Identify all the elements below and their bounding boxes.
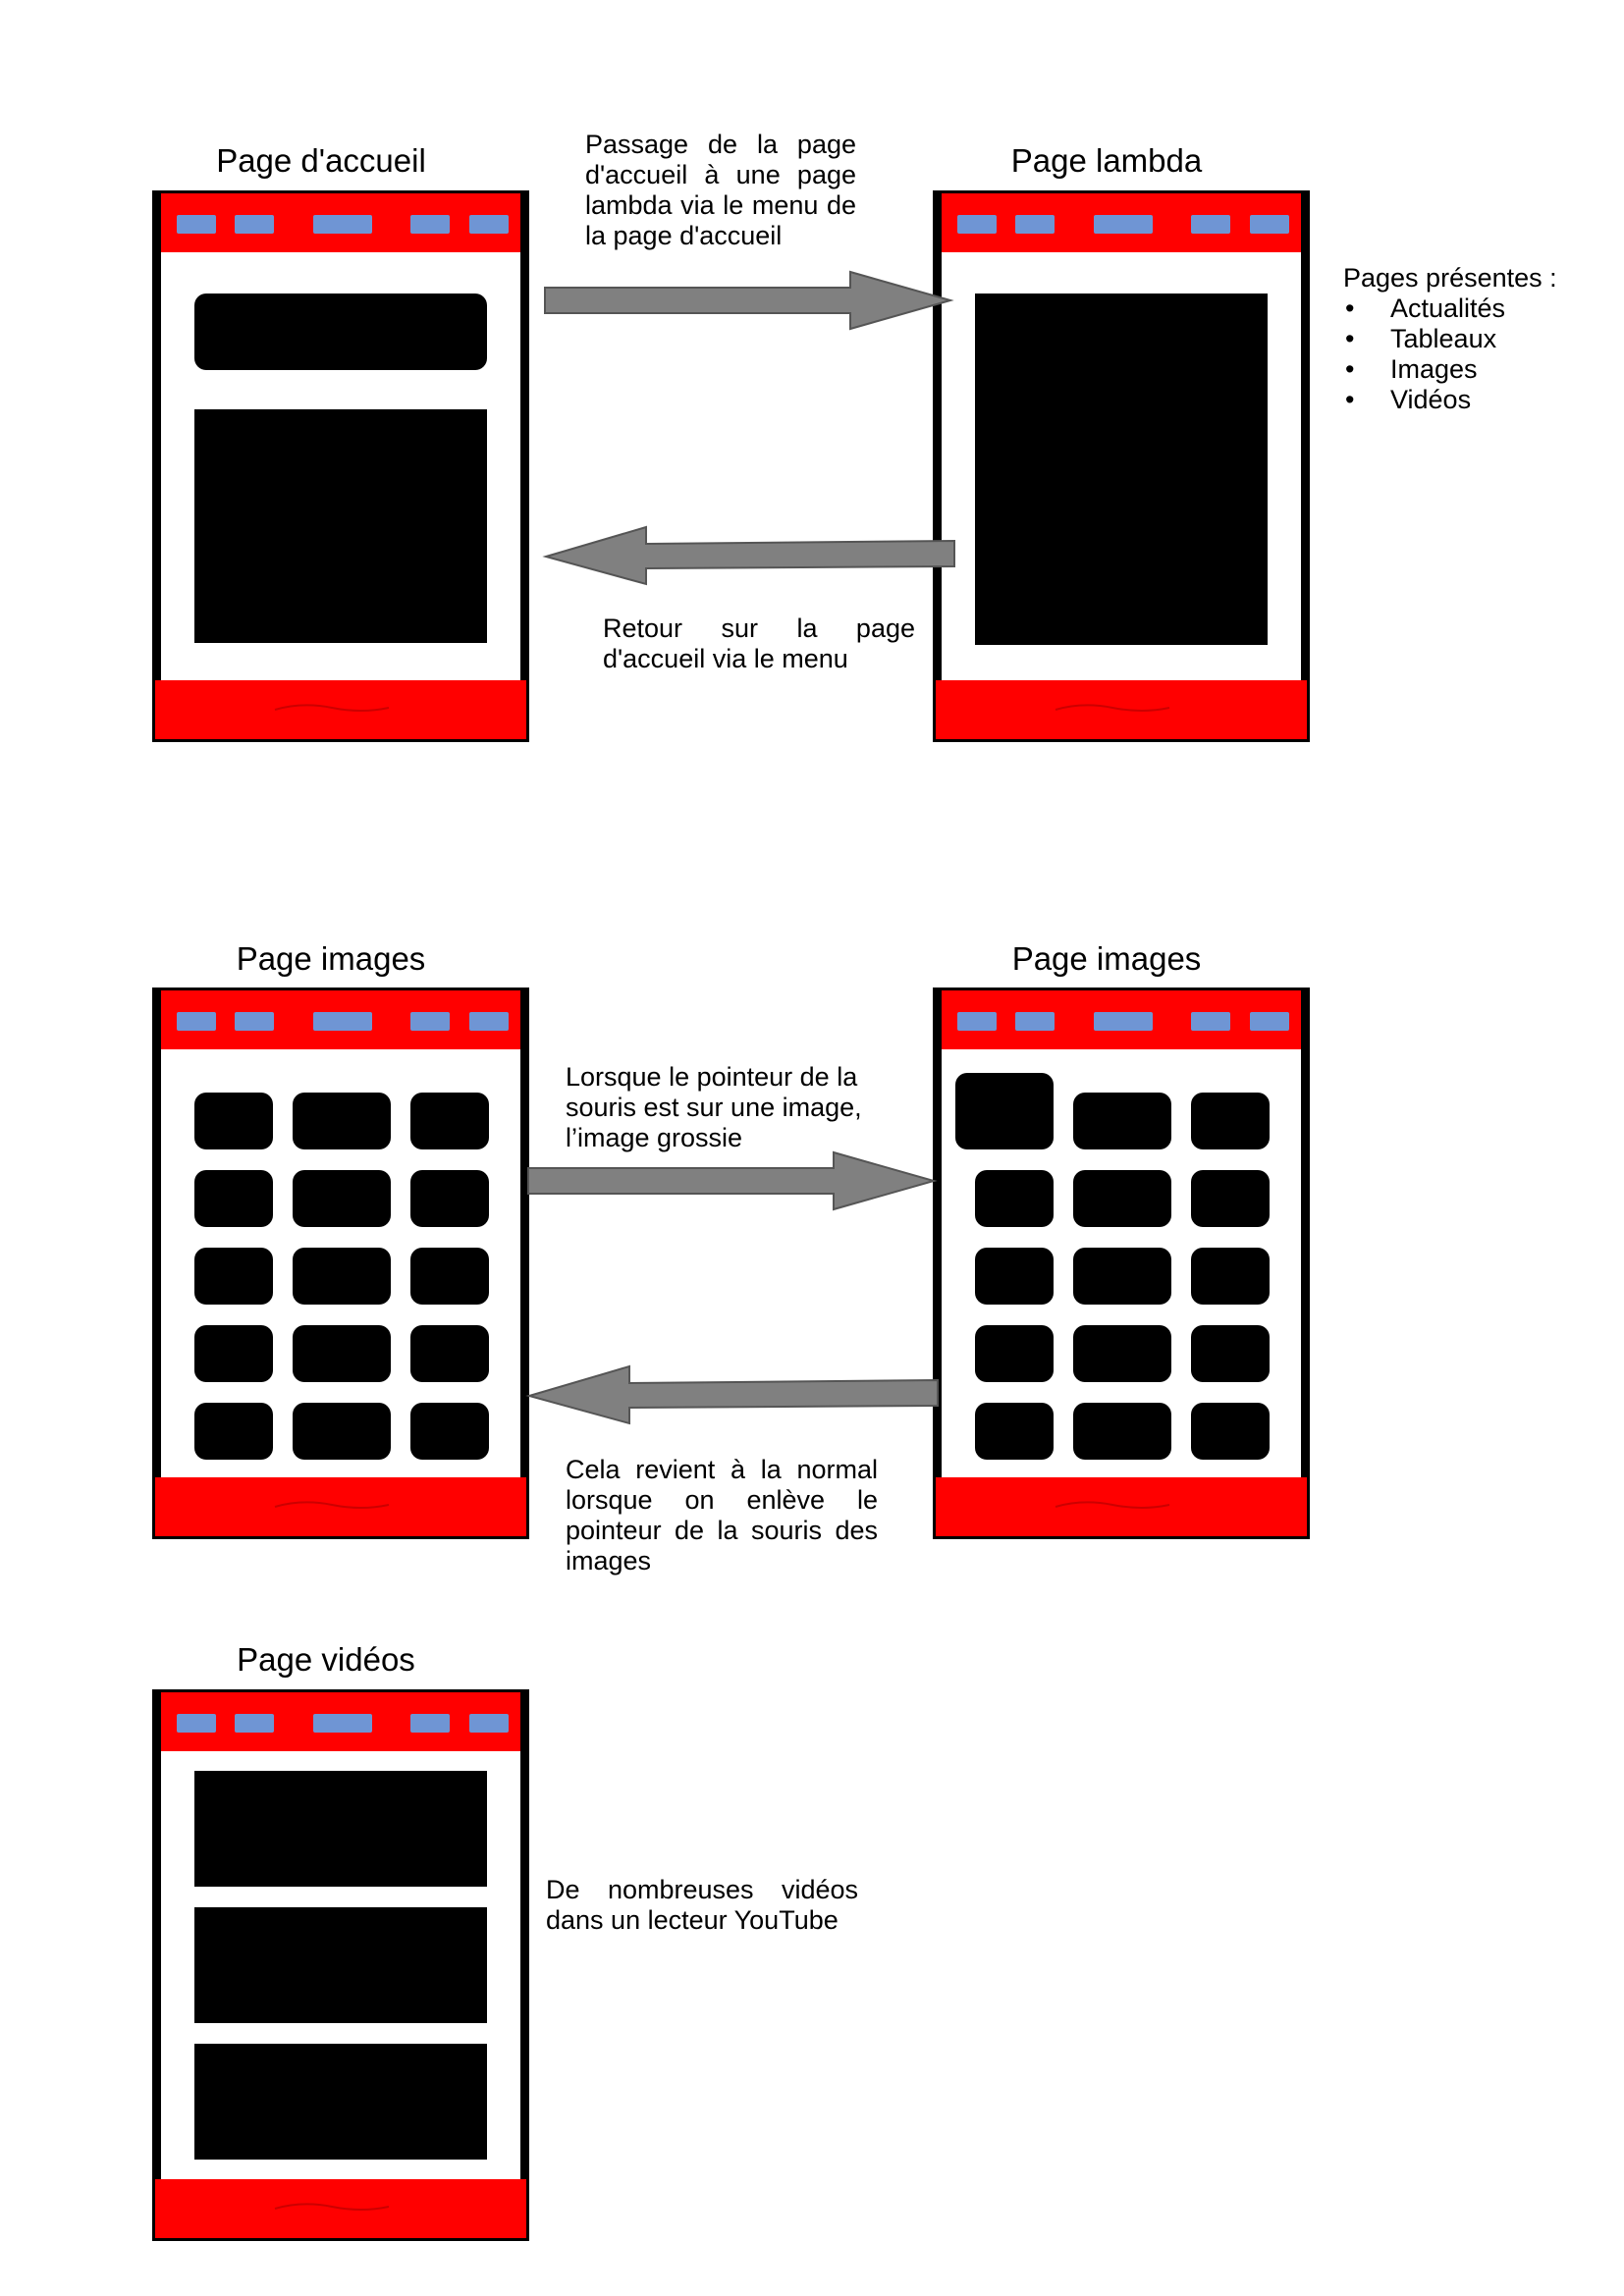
menu-button [469, 1012, 509, 1031]
menu-button [410, 215, 450, 234]
menu-button [410, 1714, 450, 1733]
phone-footer [155, 680, 526, 739]
arrow-left-icon [542, 525, 958, 588]
pages-list-heading: Pages présentes : [1343, 263, 1557, 293]
note-unhover: Cela revient à la normal lorsque on enlève le pointeur de la souris des images [566, 1455, 878, 1575]
images-page-mockup [152, 988, 529, 1539]
phone-header [155, 193, 526, 252]
menu-button [177, 1012, 216, 1031]
menu-button [1250, 215, 1289, 234]
image-thumbnail [1073, 1170, 1171, 1227]
image-thumbnail [975, 1248, 1054, 1305]
image-thumbnail [1191, 1170, 1270, 1227]
menu-button [313, 1012, 372, 1031]
menu-button [1191, 1012, 1230, 1031]
title-home: Page d'accueil [216, 142, 426, 179]
image-thumbnail [1191, 1325, 1270, 1382]
image-thumbnail [410, 1403, 489, 1460]
menu-button [235, 1012, 274, 1031]
title-images-right: Page images [1011, 940, 1202, 977]
phone-header [936, 193, 1307, 252]
image-thumbnail [194, 1325, 273, 1382]
title-images-left: Page images [236, 940, 426, 977]
image-thumbnail [975, 1403, 1054, 1460]
image-thumbnail [410, 1093, 489, 1149]
menu-button [1094, 215, 1153, 234]
menu-button [1015, 1012, 1055, 1031]
menu-button [1191, 215, 1230, 234]
image-thumbnail [975, 1170, 1054, 1227]
image-thumbnail [293, 1403, 391, 1460]
phone-header [155, 1692, 526, 1751]
banner-block [194, 294, 487, 370]
phone-header [155, 990, 526, 1049]
arrow-right-icon [542, 270, 954, 331]
image-thumbnail [410, 1325, 489, 1382]
menu-button [1015, 215, 1055, 234]
phone-footer [936, 680, 1307, 739]
note-back-home: Retour sur la page d'accueil via le menu [603, 614, 915, 673]
list-item: • Tableaux [1343, 324, 1557, 354]
footer-squiggle-icon [273, 1493, 391, 1513]
title-lambda: Page lambda [1010, 142, 1203, 179]
image-thumbnail [194, 1170, 273, 1227]
phone-footer [936, 1477, 1307, 1536]
footer-squiggle-icon [273, 2195, 391, 2215]
image-thumbnail [410, 1170, 489, 1227]
image-thumbnail [293, 1248, 391, 1305]
menu-button [957, 1012, 997, 1031]
home-page-mockup [152, 190, 529, 742]
videos-page-mockup [152, 1689, 529, 2241]
image-thumbnail [1191, 1093, 1270, 1149]
video-player-block [194, 1771, 487, 1887]
image-thumbnail [293, 1093, 391, 1149]
arrow-left-icon [525, 1364, 942, 1427]
note-videos: De nombreuses vidéos dans un lecteur YouTube [546, 1875, 858, 1935]
content-block [975, 294, 1268, 645]
lambda-page-mockup [933, 190, 1310, 742]
menu-button [177, 1714, 216, 1733]
footer-squiggle-icon [1054, 1493, 1171, 1513]
menu-button [469, 1714, 509, 1733]
image-thumbnail [194, 1093, 273, 1149]
menu-button [1250, 1012, 1289, 1031]
menu-button [1094, 1012, 1153, 1031]
note-to-lambda: Passage de la page d'accueil à une page lambda via le menu de la page d'accueil [585, 130, 856, 250]
images-page-hover-mockup [933, 988, 1310, 1539]
phone-footer [155, 1477, 526, 1536]
image-thumbnail [1191, 1248, 1270, 1305]
note-hover: Lorsque le pointeur de la souris est sur une image, l’image grossie [566, 1062, 862, 1152]
image-thumbnail [975, 1325, 1054, 1382]
video-player-block [194, 2044, 487, 2160]
phone-footer [155, 2179, 526, 2238]
menu-button [957, 215, 997, 234]
image-thumbnail [955, 1073, 1054, 1149]
menu-button [235, 215, 274, 234]
image-thumbnail [194, 1403, 273, 1460]
menu-button [410, 1012, 450, 1031]
arrow-right-icon [525, 1150, 938, 1211]
list-item: • Actualités [1343, 294, 1557, 324]
image-thumbnail [1191, 1403, 1270, 1460]
menu-button [235, 1714, 274, 1733]
image-thumbnail [293, 1170, 391, 1227]
menu-button [313, 1714, 372, 1733]
image-thumbnail [194, 1248, 273, 1305]
menu-button [469, 215, 509, 234]
menu-button [313, 215, 372, 234]
phone-header [936, 990, 1307, 1049]
pages-items [1343, 294, 1557, 415]
image-thumbnail [293, 1325, 391, 1382]
menu-button [177, 215, 216, 234]
image-thumbnail [410, 1248, 489, 1305]
image-thumbnail [1073, 1403, 1171, 1460]
list-item: • Images [1343, 354, 1557, 385]
image-thumbnail [1073, 1248, 1171, 1305]
image-thumbnail [1073, 1325, 1171, 1382]
footer-squiggle-icon [273, 696, 391, 716]
title-videos: Page vidéos [237, 1641, 415, 1678]
footer-squiggle-icon [1054, 696, 1171, 716]
pages-list [1343, 263, 1557, 415]
video-player-block [194, 1907, 487, 2023]
content-block [194, 409, 487, 643]
image-thumbnail [1073, 1093, 1171, 1149]
list-item: • Vidéos [1343, 385, 1557, 415]
